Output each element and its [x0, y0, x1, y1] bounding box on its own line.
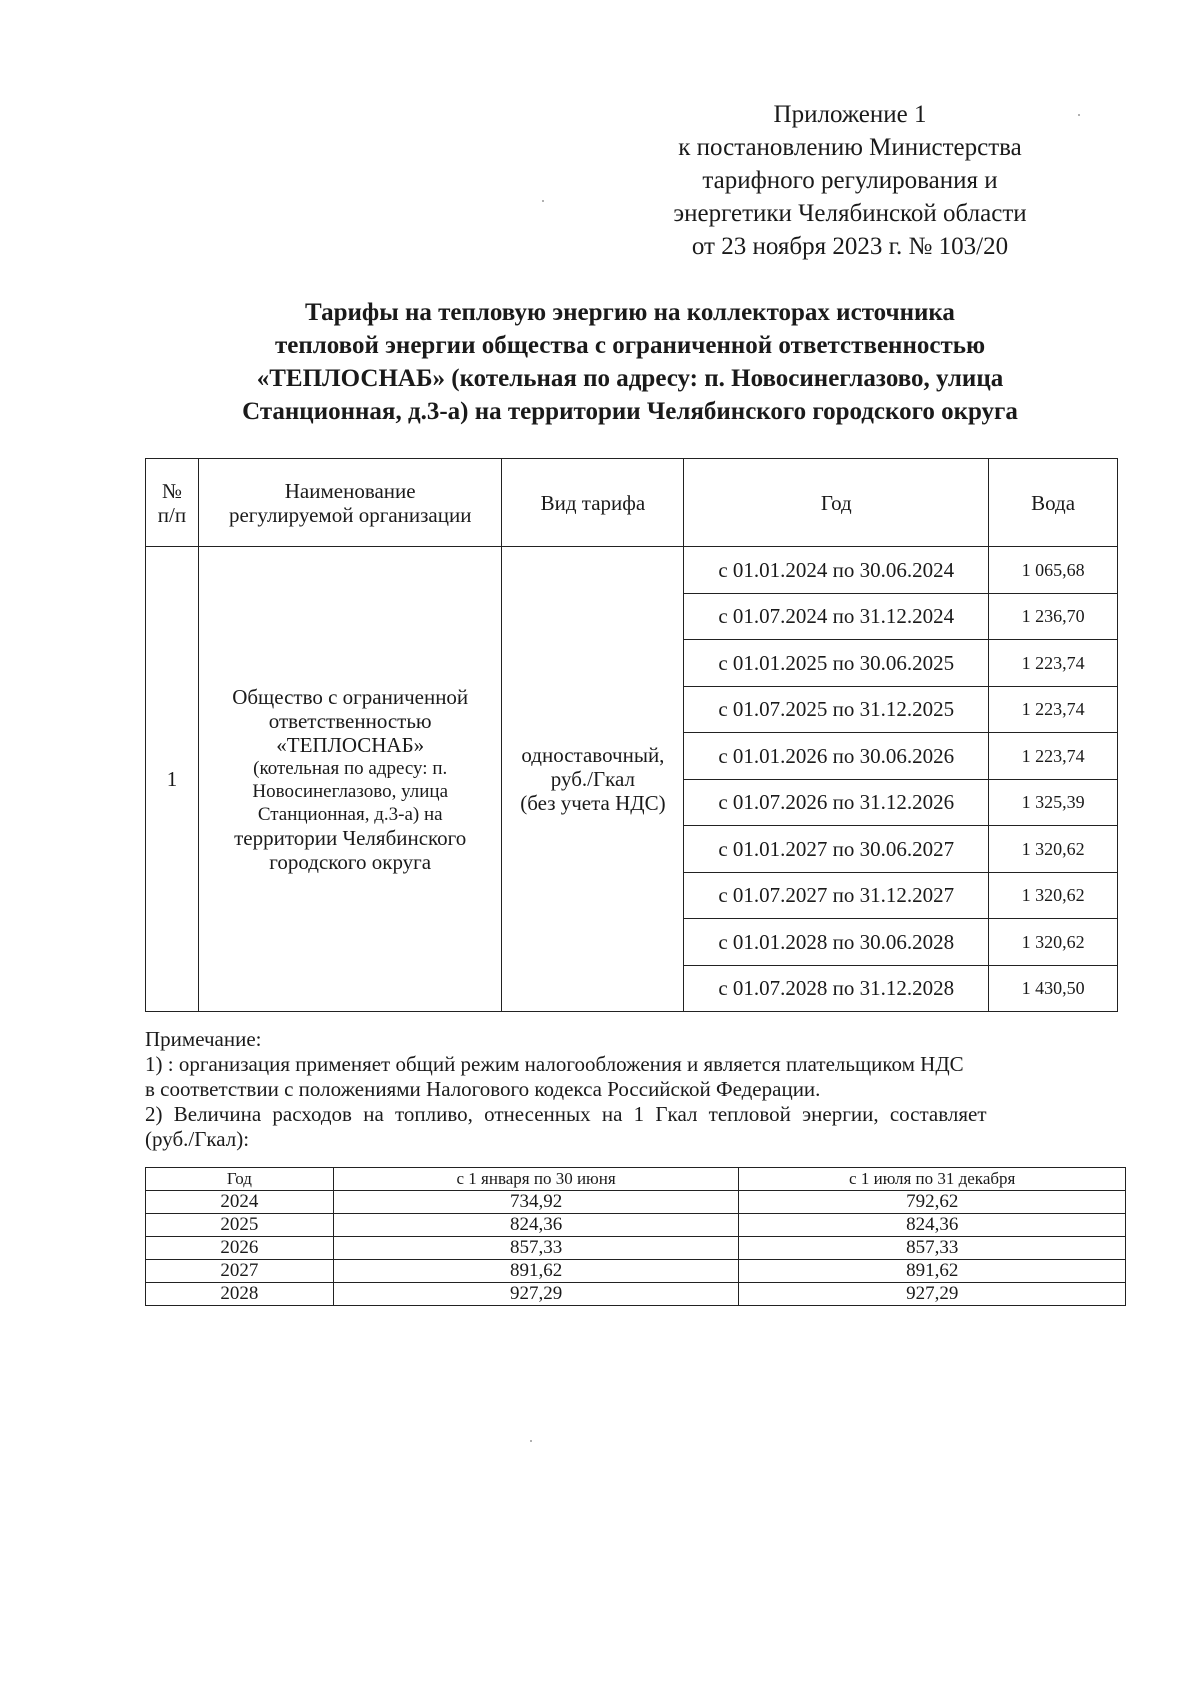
fuel-year: 2024: [146, 1191, 334, 1214]
header-year: Год: [684, 459, 989, 547]
title-line: Станционная, д.3-а) на территории Челябинского городского округа: [242, 398, 1018, 425]
period-cell: с 01.07.2026 по 31.12.2026: [684, 779, 989, 826]
header-number: № п/п: [146, 459, 199, 547]
fuel-second-half-value: 891,62: [739, 1260, 1126, 1283]
table-row: [146, 1283, 1126, 1306]
period-cell: с 01.01.2024 по 30.06.2024: [684, 547, 989, 594]
tariff-table-header-row: [146, 459, 1118, 547]
fuel-second-half-value: 857,33: [739, 1237, 1126, 1260]
fuel-first-half-value: 857,33: [333, 1237, 739, 1260]
title-line: «ТЕПЛОСНАБ» (котельная по адресу: п. Новосинеглазово, улица: [256, 365, 1004, 392]
appendix-line: тарифного регулирования и: [702, 167, 998, 194]
note-2-line: (руб./Гкал):: [145, 1127, 250, 1151]
period-cell: с 01.01.2025 по 30.06.2025: [684, 640, 989, 687]
fuel-second-half-value: 792,62: [739, 1191, 1126, 1214]
water-tariff-value: 1 223,74: [989, 640, 1118, 687]
organization-name: Общество с ограниченной ответственностью «ТЕПЛОСНАБ» (котельная по адресу: п. Новосинеглазово, улица Станционная, д.3-а) на территории Челябинского городского округа: [198, 547, 502, 1012]
fuel-cost-table: [145, 1167, 1126, 1306]
title-line: тепловой энергии общества с ограниченной ответственностью: [274, 332, 986, 359]
water-tariff-value: 1 320,62: [989, 826, 1118, 873]
water-tariff-value: 1 236,70: [989, 593, 1118, 640]
period-cell: с 01.01.2028 по 30.06.2028: [684, 919, 989, 966]
tariff-table: [145, 458, 1118, 1012]
fuel-first-half-value: 734,92: [333, 1191, 739, 1214]
header-water: Вода: [989, 459, 1118, 547]
fuel-header-second-half: с 1 июля по 31 декабря: [739, 1168, 1126, 1191]
scan-speck: [530, 1440, 532, 1442]
period-cell: с 01.07.2024 по 31.12.2024: [684, 593, 989, 640]
fuel-first-half-value: 824,36: [333, 1214, 739, 1237]
appendix-line: от 23 ноября 2023 г. № 103/20: [691, 233, 1009, 260]
water-tariff-value: 1 223,74: [989, 733, 1118, 780]
period-cell: с 01.01.2027 по 30.06.2027: [684, 826, 989, 873]
tariff-type: одноставочный, руб./Гкал (без учета НДС): [502, 547, 684, 1012]
fuel-year: 2025: [146, 1214, 334, 1237]
period-cell: с 01.07.2025 по 31.12.2025: [684, 686, 989, 733]
fuel-first-half-value: 891,62: [333, 1260, 739, 1283]
appendix-line: к постановлению Министерства: [678, 134, 1022, 161]
fuel-header-year: Год: [146, 1168, 334, 1191]
notes-section: [145, 1027, 1123, 1152]
table-row: [146, 1260, 1126, 1283]
note-2-line: 2) Величина расходов на топливо, отнесенных на 1 Гкал тепловой энергии, составляет: [145, 1102, 987, 1126]
water-tariff-value: 1 325,39: [989, 779, 1118, 826]
header-organization: Наименование регулируемой организации: [198, 459, 502, 547]
document-title: [145, 296, 1115, 428]
appendix-header: [600, 98, 1100, 263]
scan-speck: [1078, 114, 1080, 116]
water-tariff-value: 1 320,62: [989, 872, 1118, 919]
period-cell: с 01.07.2027 по 31.12.2027: [684, 872, 989, 919]
scan-speck: [542, 200, 544, 202]
fuel-year: 2028: [146, 1283, 334, 1306]
fuel-year: 2026: [146, 1237, 334, 1260]
appendix-line: Приложение 1: [773, 101, 927, 128]
table-row: [146, 1191, 1126, 1214]
period-cell: с 01.07.2028 по 31.12.2028: [684, 965, 989, 1012]
fuel-year: 2027: [146, 1260, 334, 1283]
table-row: [146, 1237, 1126, 1260]
fuel-header-first-half: с 1 января по 30 июня: [333, 1168, 739, 1191]
fuel-first-half-value: 927,29: [333, 1283, 739, 1306]
table-row: [146, 1214, 1126, 1237]
note-1-line: в соответствии с положениями Налогового кодекса Российской Федерации.: [145, 1077, 821, 1101]
header-tariff-type: Вид тарифа: [502, 459, 684, 547]
note-1-line: 1) : организация применяет общий режим налогообложения и является плательщиком НДС: [145, 1052, 964, 1076]
fuel-table-header-row: [146, 1168, 1126, 1191]
water-tariff-value: 1 223,74: [989, 686, 1118, 733]
fuel-second-half-value: 824,36: [739, 1214, 1126, 1237]
period-cell: с 01.01.2026 по 30.06.2026: [684, 733, 989, 780]
water-tariff-value: 1 065,68: [989, 547, 1118, 594]
appendix-line: энергетики Челябинской области: [673, 200, 1027, 227]
notes-heading: Примечание:: [145, 1027, 262, 1051]
table-row: [146, 547, 1118, 594]
water-tariff-value: 1 430,50: [989, 965, 1118, 1012]
title-line: Тарифы на тепловую энергию на коллекторах источника: [305, 299, 955, 326]
row-number: 1: [146, 547, 199, 1012]
water-tariff-value: 1 320,62: [989, 919, 1118, 966]
fuel-second-half-value: 927,29: [739, 1283, 1126, 1306]
